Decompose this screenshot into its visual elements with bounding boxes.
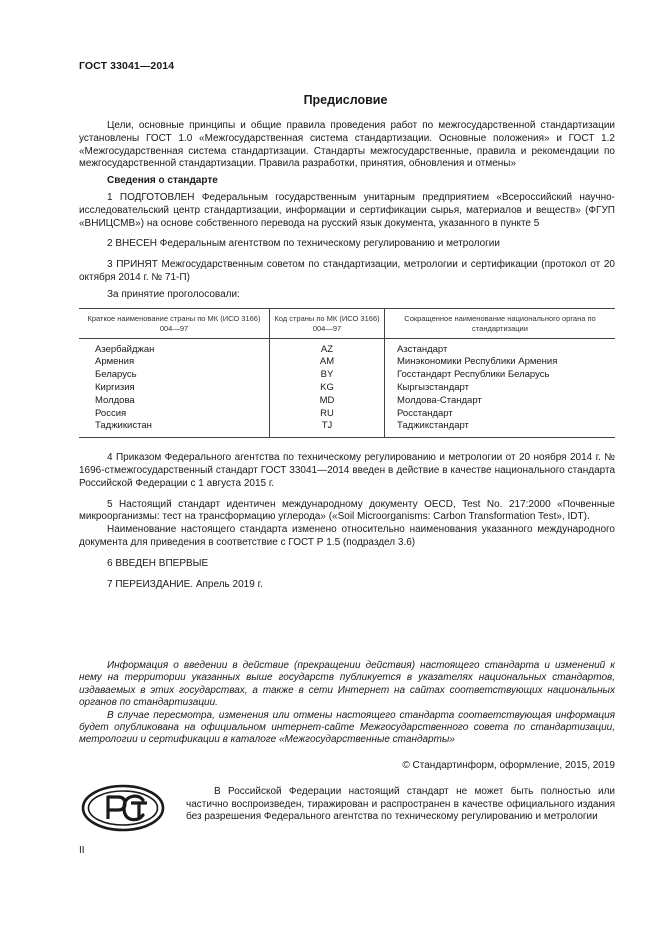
publication-info-block xyxy=(79,660,615,747)
standard-info-heading: Сведения о стандарте xyxy=(107,175,218,187)
country-name-cell: Армения xyxy=(95,356,135,368)
standards-body-cell: Росстандарт xyxy=(385,408,616,421)
country-code-cell: BY xyxy=(270,369,385,382)
standards-body-cell: Кыргызстандарт xyxy=(385,382,616,395)
country-code-cell: TJ xyxy=(270,420,385,437)
country-code-cell: AM xyxy=(270,356,385,369)
standards-body-cell: Минэкономики Республики Армения xyxy=(385,356,616,369)
table-row xyxy=(79,395,615,408)
foreword-body xyxy=(79,120,615,591)
header-country-code: Код страны по МК (ИСО 3166) 004—97 xyxy=(270,308,385,338)
table-row xyxy=(79,356,615,369)
header-country-name: Краткое наименование страны по МК (ИСО 3166) 004—97 xyxy=(79,308,270,338)
item-3-adopted: 3 ПРИНЯТ Межгосударственным советом по стандартизации, метрологии и сертификации (протокол от 20 октября 2014 г. № 71-П) xyxy=(79,259,615,283)
reproduction-notice xyxy=(186,786,615,824)
standards-body-cell: Молдова-Стандарт xyxy=(385,395,616,408)
header-standards-body: Сокращенное наименование национального органа по стандартизации xyxy=(385,308,616,338)
country-name-cell: Молдова xyxy=(95,394,135,406)
standards-body-cell: Азстандарт xyxy=(385,338,616,356)
country-name-cell: Россия xyxy=(95,407,127,419)
item-2-submitted: 2 ВНЕСЕН Федеральным агентством по техническому регулированию и метрологии xyxy=(107,238,500,250)
country-code-cell: KG xyxy=(270,382,385,395)
item-6-first-introduced: 6 ВВЕДЕН ВПЕРВЫЕ xyxy=(107,557,209,569)
table-row xyxy=(79,369,615,382)
info-paragraph-2: В случае пересмотра, изменения или отмены настоящего стандарта соответствующая информация будет опубликована на официальном интернет-сайте Межгосударственного совета по стандартизации, метрологии и сертификации в каталоге «Межгосударственные стандарты» xyxy=(79,709,615,746)
item-1-prepared: 1 ПОДГОТОВЛЕН Федеральным государственным унитарным предприятием «Всероссийский научно-исследовательский центр стандартизации, информации и сертификации сырья, материалов и веществ» (ФГУП «ВНИЦСМВ») на основе собственного перевода на русский язык документа, указанного в пункте 5 xyxy=(79,191,615,229)
country-code-cell: MD xyxy=(270,395,385,408)
standards-body-cell: Госстандарт Республики Беларусь xyxy=(385,369,616,382)
item-5-identical: 5 Настоящий стандарт идентичен международному документу OECD, Test No. 217:2000 «Почвенные микроорганизмы: тест на трансформацию углерода» («Soil Microorganisms: Carbon Transformation Test», IDT). xyxy=(79,498,615,523)
copyright-line: © Стандартинформ, оформление, 2015, 2019 xyxy=(402,760,615,771)
section-title: Предисловие xyxy=(303,93,388,107)
country-name-cell: Азербайджан xyxy=(95,343,155,355)
rst-certification-mark-icon xyxy=(81,784,165,832)
country-name-cell: Беларусь xyxy=(95,369,137,381)
info-paragraph-1: Информация о введении в действие (прекращении действия) настоящего стандарта и изменений к нему на территории указанных выше государств публикуется в указателях национальных стандартов, издаваемых в этих государствах, а также в сети Интернет на сайтах соответствующих национальных органов по стандартизации. xyxy=(79,660,615,709)
vote-caption: За принятие проголосовали: xyxy=(107,288,240,300)
voting-states-table xyxy=(79,308,615,439)
intro-paragraph: Цели, основные принципы и общие правила проведения работ по межгосударственной стандартизации установлены ГОСТ 1.0 «Межгосударственная система стандартизации. Основные положения» и ГОСТ 1.2 «Межгосударственная система стандартизации. Стандарты межгосударственные, правила и рекомендации по межгосударственной стандартизации. Правила разработки, принятия, обновления и отмены» xyxy=(79,120,615,170)
table-row xyxy=(79,338,615,356)
country-code-cell: RU xyxy=(270,408,385,421)
page-number: II xyxy=(79,845,85,856)
item-5-name-note: Наименование настоящего стандарта изменено относительно наименования указанного международного документа для приведения в соответствие с ГОСТ Р 1.5 (подраздел 3.6) xyxy=(79,524,615,548)
item-7-reissue: 7 ПЕРЕИЗДАНИЕ. Апрель 2019 г. xyxy=(107,578,263,590)
reproduction-notice-text: В Российской Федерации настоящий стандарт не может быть полностью или частично воспроизведен, тиражирован и распространен в качестве официального издания без разрешения Федерального агентства по техническому регулированию и метрологии xyxy=(186,786,615,823)
country-name-cell: Таджикистан xyxy=(79,420,270,437)
document-code-header: ГОСТ 33041—2014 xyxy=(79,60,175,72)
table-row xyxy=(79,382,615,395)
country-name-cell: Киргизия xyxy=(95,381,135,393)
table-header-row xyxy=(79,308,615,338)
table-row xyxy=(79,408,615,421)
standards-body-cell: Таджикстандарт xyxy=(385,420,616,437)
table-row xyxy=(79,420,615,437)
item-4-order: 4 Приказом Федерального агентства по техническому регулированию и метрологии от 20 ноября 2014 г. № 1696-стмежгосударственный стандарт ГОСТ 33041—2014 введен в действие в качестве национального стандарта Российской Федерации с 1 августа 2015 г. xyxy=(79,452,615,489)
country-code-cell: AZ xyxy=(270,338,385,356)
